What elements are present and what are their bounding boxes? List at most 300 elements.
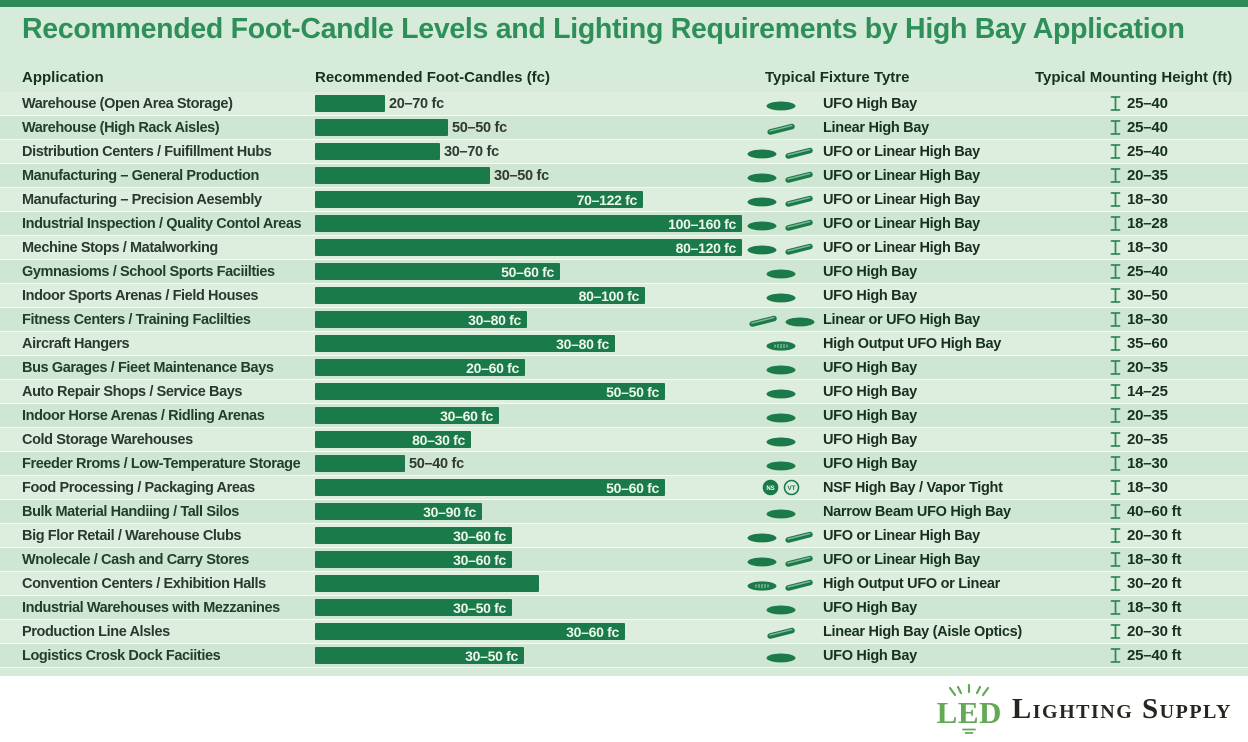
foot-candle-cell [315, 287, 745, 304]
mounting-height-icon [1110, 311, 1121, 328]
mounting-height-cell [1035, 287, 1248, 304]
mounting-height-value: 18–30 ft [1127, 599, 1182, 616]
fixture-icons [745, 144, 817, 159]
fc-bar [315, 287, 645, 304]
fixture-type-label: Narrow Beam UFO High Bay [823, 503, 1011, 520]
mounting-height-icon [1110, 167, 1121, 184]
mounting-height-icon [1110, 623, 1121, 640]
mounting-height-icon [1110, 407, 1121, 424]
fixture-type-cell [745, 240, 1035, 256]
brand-logo [937, 684, 1232, 735]
fc-bar [315, 455, 405, 472]
mounting-height-icon [1110, 551, 1121, 568]
mounting-height-cell [1035, 335, 1248, 352]
fc-bar [315, 503, 482, 520]
fixture-type-label: Linear High Bay [823, 119, 929, 136]
application-label: Freeder Rroms / Low-Temperature Storage [22, 455, 301, 472]
table-row [0, 428, 1248, 452]
mounting-height-value: 18–30 [1127, 239, 1168, 256]
fc-bar [315, 119, 448, 136]
fixture-type-cell [745, 264, 1035, 280]
ufo-icon [765, 456, 797, 471]
foot-candle-cell [315, 95, 745, 112]
table-row [0, 140, 1248, 164]
mounting-height-cell [1035, 647, 1248, 664]
fc-value-label: 30–50 fc [465, 647, 518, 664]
linear-icon [782, 168, 816, 183]
linear-icon [782, 528, 816, 543]
table-row [0, 236, 1248, 260]
fixture-type-label: UFO High Bay [823, 647, 917, 664]
fixture-type-cell [745, 288, 1035, 304]
ufo-icon [746, 144, 778, 159]
fixture-type-label: UFO High Bay [823, 95, 917, 112]
column-header-application: Application [22, 68, 104, 86]
fc-bar [315, 647, 524, 664]
mounting-height-value: 20–35 [1127, 167, 1168, 184]
fc-bar [315, 311, 527, 328]
fixture-type-label: UFO High Bay [823, 599, 917, 616]
application-label: Manufacturing – Precision Aesembly [22, 191, 262, 208]
ufo-icon [784, 312, 816, 327]
table-row [0, 356, 1248, 380]
fixture-type-cell [745, 144, 1035, 160]
fixture-type-label: UFO High Bay [823, 383, 917, 400]
mounting-height-icon [1110, 119, 1121, 136]
fc-value-label: 20–60 fc [466, 359, 519, 376]
led-bulb-logo [937, 684, 1002, 735]
fc-value-label: 70–122 fc [576, 191, 637, 208]
fixture-icons [745, 120, 817, 135]
mounting-height-value: 25–40 [1127, 143, 1168, 160]
table-header-row [0, 64, 1248, 90]
linear-icon [782, 552, 816, 567]
mounting-height-cell [1035, 623, 1248, 640]
fixture-type-cell [745, 432, 1035, 448]
fc-bar [315, 431, 471, 448]
fixture-type-label: NSF High Bay / Vapor Tight [823, 479, 1003, 496]
mounting-height-cell [1035, 503, 1248, 520]
mounting-height-icon [1110, 287, 1121, 304]
foot-candle-cell [315, 623, 745, 640]
application-label: Production Line Alsles [22, 623, 170, 640]
application-label: Auto Repair Shops / Service Bays [22, 383, 243, 400]
fixture-icons [745, 96, 817, 111]
linear-icon [782, 240, 816, 255]
mounting-height-cell [1035, 431, 1248, 448]
mounting-height-icon [1110, 95, 1121, 112]
ufo-icon [765, 648, 797, 663]
table-row [0, 164, 1248, 188]
high-output-ufo-icon [765, 336, 797, 351]
mounting-height-value: 25–40 [1127, 95, 1168, 112]
fc-value-label: 20–70 fc [389, 95, 444, 112]
fixture-icons [745, 216, 817, 231]
fc-bar [315, 527, 512, 544]
foot-candle-cell [315, 359, 745, 376]
application-label: Food Processing / Packaging Areas [22, 479, 255, 496]
mounting-height-icon [1110, 239, 1121, 256]
foot-candle-cell [315, 527, 745, 544]
fc-bar [315, 383, 665, 400]
fixture-icons [745, 528, 817, 543]
mounting-height-cell [1035, 215, 1248, 232]
fc-value-label: 30–60 fc [566, 623, 619, 640]
application-label: Industrial Warehouses with Mezzanines [22, 599, 280, 616]
fc-value-label: 100–160 fc [668, 215, 736, 232]
fc-value-label: 30–60 fc [453, 527, 506, 544]
ufo-icon [746, 552, 778, 567]
fixture-type-cell [745, 192, 1035, 208]
application-label: Bulk Material Handiing / Tall Silos [22, 503, 239, 520]
mounting-height-value: 30–20 ft [1127, 575, 1182, 592]
fixture-type-label: UFO or Linear High Bay [823, 239, 980, 256]
fixture-icons [745, 384, 817, 399]
fixture-icons [745, 600, 817, 615]
mounting-height-cell [1035, 119, 1248, 136]
mounting-height-icon [1110, 335, 1121, 352]
table-row [0, 188, 1248, 212]
fixture-type-cell [745, 456, 1035, 472]
fc-bar [315, 479, 665, 496]
fixture-type-label: UFO High Bay [823, 431, 917, 448]
mounting-height-cell [1035, 239, 1248, 256]
fc-value-label: 80–30 fc [412, 431, 465, 448]
fixture-type-cell [745, 479, 1035, 496]
fixture-type-label: UFO or Linear High Bay [823, 191, 980, 208]
fixture-type-label: UFO High Bay [823, 263, 917, 280]
ufo-icon [765, 288, 797, 303]
fc-bar [315, 551, 512, 568]
fc-bar [315, 263, 560, 280]
application-label: Industrial Inspection / Quality Contol Areas [22, 215, 302, 232]
mounting-height-cell [1035, 599, 1248, 616]
mounting-height-value: 18–30 ft [1127, 551, 1182, 568]
fc-bar [315, 143, 440, 160]
ufo-icon [746, 528, 778, 543]
application-label: Bus Garages / Fieet Maintenance Bays [22, 359, 274, 376]
application-label: Aircraft Hangers [22, 335, 130, 352]
high-output-ufo-icon [746, 576, 778, 591]
fixture-type-label: UFO or Linear High Bay [823, 143, 980, 160]
fc-bar [315, 599, 512, 616]
fixture-icons [745, 360, 817, 375]
application-label: Cold Storage Warehouses [22, 431, 193, 448]
page-title: Recommended Foot-Candle Levels and Lighting Requirements by High Bay Application [22, 13, 1185, 45]
nsf-badge-icon [762, 479, 779, 496]
mounting-height-value: 18–30 [1127, 191, 1168, 208]
mounting-height-value: 35–60 [1127, 335, 1168, 352]
fixture-icons [745, 312, 817, 327]
table-row [0, 572, 1248, 596]
fixture-icons [745, 408, 817, 423]
fixture-icons [745, 624, 817, 639]
ufo-icon [746, 192, 778, 207]
fc-value-label: 30–50 fc [494, 167, 549, 184]
footer [0, 676, 1248, 742]
fixture-icons [745, 168, 817, 183]
mounting-height-cell [1035, 455, 1248, 472]
mounting-height-icon [1110, 599, 1121, 616]
ufo-icon [765, 432, 797, 447]
foot-candle-cell [315, 455, 745, 472]
mounting-height-icon [1110, 263, 1121, 280]
foot-candle-cell [315, 239, 745, 256]
table-row [0, 500, 1248, 524]
fixture-type-cell [745, 216, 1035, 232]
table-row [0, 380, 1248, 404]
table-row [0, 404, 1248, 428]
fc-value-label: 30–90 fc [423, 503, 476, 520]
mounting-height-cell [1035, 551, 1248, 568]
table-row [0, 260, 1248, 284]
fc-value-label: 50–50 fc [606, 383, 659, 400]
fixture-icons [745, 552, 817, 567]
fc-bar [315, 575, 539, 592]
mounting-height-value: 14–25 [1127, 383, 1168, 400]
mounting-height-icon [1110, 359, 1121, 376]
foot-candle-cell [315, 191, 745, 208]
mounting-height-value: 18–30 [1127, 311, 1168, 328]
foot-candle-cell [315, 311, 745, 328]
table-row [0, 620, 1248, 644]
fixture-type-label: UFO High Bay [823, 287, 917, 304]
ufo-icon [765, 96, 797, 111]
application-label: Warehouse (Open Area Storage) [22, 95, 233, 112]
top-accent-strip [0, 0, 1248, 7]
mounting-height-icon [1110, 215, 1121, 232]
mounting-height-value: 20–30 ft [1127, 623, 1182, 640]
mounting-height-value: 40–60 ft [1127, 503, 1182, 520]
fixture-type-cell [745, 600, 1035, 616]
fixture-type-cell [745, 624, 1035, 640]
ufo-icon [765, 600, 797, 615]
logo-led-text: LED [936, 694, 1002, 730]
table-row [0, 476, 1248, 500]
application-label: Gymnasioms / School Sports Faciilties [22, 263, 275, 280]
application-label: Mechine Stops / Matalworking [22, 239, 218, 256]
fc-bar [315, 407, 499, 424]
fc-value-label: 50–60 fc [501, 263, 554, 280]
mounting-height-value: 25–40 ft [1127, 647, 1182, 664]
ufo-icon [765, 384, 797, 399]
column-header-foot-candles: Recommended Foot-Candles (fc) [315, 68, 551, 86]
fixture-type-label: UFO High Bay [823, 359, 917, 376]
foot-candle-cell [315, 215, 745, 232]
table-row [0, 284, 1248, 308]
foot-candle-cell [315, 143, 745, 160]
fixture-type-cell [745, 360, 1035, 376]
mounting-height-value: 30–50 [1127, 287, 1168, 304]
foot-candle-cell [315, 263, 745, 280]
linear-icon [746, 312, 780, 327]
fc-value-label: 50–60 fc [606, 479, 659, 496]
fixture-type-label: UFO High Bay [823, 407, 917, 424]
fixture-icons [745, 336, 817, 351]
fixture-type-label: Linear or UFO High Bay [823, 311, 980, 328]
application-label: Logistics Crosk Dock Faciities [22, 647, 221, 664]
table-row [0, 92, 1248, 116]
fc-value-label: 80–100 fc [578, 287, 639, 304]
fixture-type-label: High Output UFO or Linear [823, 575, 1000, 592]
mounting-height-cell [1035, 167, 1248, 184]
fc-value-label: 30–60 fc [453, 551, 506, 568]
linear-icon [764, 624, 798, 639]
foot-candle-cell [315, 431, 745, 448]
mounting-height-icon [1110, 479, 1121, 496]
fixture-type-cell [745, 312, 1035, 328]
mounting-height-value: 25–40 [1127, 119, 1168, 136]
application-label: Distribution Centers / Fuifillment Hubs [22, 143, 272, 160]
linear-icon [764, 120, 798, 135]
application-label: Warehouse (High Rack Aisles) [22, 119, 220, 136]
fixture-icons [745, 504, 817, 519]
fixture-icons [745, 192, 817, 207]
mounting-height-cell [1035, 311, 1248, 328]
application-label: Wnolecale / Cash and Carry Stores [22, 551, 249, 568]
fc-value-label: 30–50 fc [453, 599, 506, 616]
fc-bar [315, 167, 490, 184]
mounting-height-icon [1110, 431, 1121, 448]
fixture-type-label: UFO or Linear High Bay [823, 551, 980, 568]
mounting-height-cell [1035, 575, 1248, 592]
mounting-height-value: 18–28 [1127, 215, 1168, 232]
linear-icon [782, 216, 816, 231]
mounting-height-value: 20–35 [1127, 359, 1168, 376]
ufo-icon [765, 360, 797, 375]
fixture-icons [745, 456, 817, 471]
fixture-type-cell [745, 408, 1035, 424]
fixture-icons [745, 576, 817, 591]
column-header-mounting-height: Typical Mounting Height (ft) [1035, 68, 1233, 86]
application-label: Big Flor Retail / Warehouse Clubs [22, 527, 242, 544]
linear-icon [782, 144, 816, 159]
application-label: Indoor Horse Arenas / Ridling Arenas [22, 407, 265, 424]
table-body [0, 92, 1248, 668]
linear-icon [782, 576, 816, 591]
fixture-type-label: UFO or Linear High Bay [823, 527, 980, 544]
fc-value-label: 30–70 fc [444, 143, 499, 160]
mounting-height-icon [1110, 455, 1121, 472]
fc-bar [315, 239, 742, 256]
ufo-icon [765, 504, 797, 519]
fc-value-label: 50–40 fc [409, 455, 464, 472]
mounting-height-icon [1110, 143, 1121, 160]
foot-candle-cell [315, 119, 745, 136]
application-label: Convention Centers / Exhibition Halls [22, 575, 266, 592]
foot-candle-cell [315, 335, 745, 352]
table-row [0, 548, 1248, 572]
mounting-height-icon [1110, 503, 1121, 520]
foot-candle-cell [315, 503, 745, 520]
foot-candle-cell [315, 167, 745, 184]
fixture-icons [745, 479, 817, 496]
fixture-type-cell [745, 120, 1035, 136]
application-label: Fitness Centers / Training Faclilties [22, 311, 251, 328]
fc-value-label: 50–50 fc [452, 119, 507, 136]
vapor-tight-badge-icon [783, 479, 800, 496]
fixture-type-label: UFO or Linear High Bay [823, 167, 980, 184]
fixture-type-cell [745, 528, 1035, 544]
fixture-icons [745, 432, 817, 447]
fc-value-label: 30–80 fc [556, 335, 609, 352]
fc-bar [315, 335, 615, 352]
fixture-type-label: Linear High Bay (Aisle Optics) [823, 623, 1022, 640]
mounting-height-cell [1035, 359, 1248, 376]
fc-bar [315, 623, 625, 640]
foot-candle-cell [315, 599, 745, 616]
foot-candle-cell [315, 383, 745, 400]
fc-bar [315, 215, 742, 232]
fixture-icons [745, 264, 817, 279]
mounting-height-icon [1110, 191, 1121, 208]
fixture-type-label: High Output UFO High Bay [823, 335, 1002, 352]
mounting-height-value: 20–35 [1127, 407, 1168, 424]
mounting-height-icon [1110, 647, 1121, 664]
foot-candle-cell [315, 479, 745, 496]
mounting-height-cell [1035, 527, 1248, 544]
fixture-type-cell [745, 648, 1035, 664]
mounting-height-cell [1035, 407, 1248, 424]
fixture-icons [745, 240, 817, 255]
ufo-icon [765, 264, 797, 279]
table-row [0, 332, 1248, 356]
fc-bar [315, 191, 643, 208]
fixture-type-cell [745, 168, 1035, 184]
table-row [0, 452, 1248, 476]
application-label: Indoor Sports Arenas / Field Houses [22, 287, 259, 304]
ufo-icon [746, 216, 778, 231]
table-row [0, 644, 1248, 668]
fixture-type-cell [745, 504, 1035, 520]
mounting-height-icon [1110, 383, 1121, 400]
fc-bar [315, 359, 525, 376]
mounting-height-value: 25–40 [1127, 263, 1168, 280]
ufo-icon [746, 240, 778, 255]
fixture-type-cell [745, 96, 1035, 112]
table-row [0, 308, 1248, 332]
mounting-height-value: 20–30 ft [1127, 527, 1182, 544]
application-label: Manufacturing – General Production [22, 167, 259, 184]
fixture-type-label: UFO High Bay [823, 455, 917, 472]
table-row [0, 212, 1248, 236]
mounting-height-cell [1035, 479, 1248, 496]
mounting-height-value: 18–30 [1127, 479, 1168, 496]
led-bulb-base-icon [959, 728, 979, 735]
fc-value-label: 30–60 fc [440, 407, 493, 424]
foot-candle-cell [315, 647, 745, 664]
fixture-type-cell [745, 552, 1035, 568]
fixture-icons [745, 288, 817, 303]
fc-bar [315, 95, 385, 112]
mounting-height-icon [1110, 575, 1121, 592]
svg-text:NS: NS [766, 486, 775, 492]
fixture-type-cell [745, 384, 1035, 400]
table-row [0, 116, 1248, 140]
mounting-height-cell [1035, 191, 1248, 208]
column-header-fixture-type: Typical Fixture Tytre [765, 68, 910, 86]
foot-candle-cell [315, 551, 745, 568]
fc-value-label: 30–80 fc [468, 311, 521, 328]
foot-candle-cell [315, 407, 745, 424]
fixture-icons [745, 648, 817, 663]
fc-value-label: 80–120 fc [675, 239, 736, 256]
mounting-height-cell [1035, 95, 1248, 112]
mounting-height-icon [1110, 527, 1121, 544]
linear-icon [782, 192, 816, 207]
table-row [0, 524, 1248, 548]
table-row [0, 596, 1248, 620]
